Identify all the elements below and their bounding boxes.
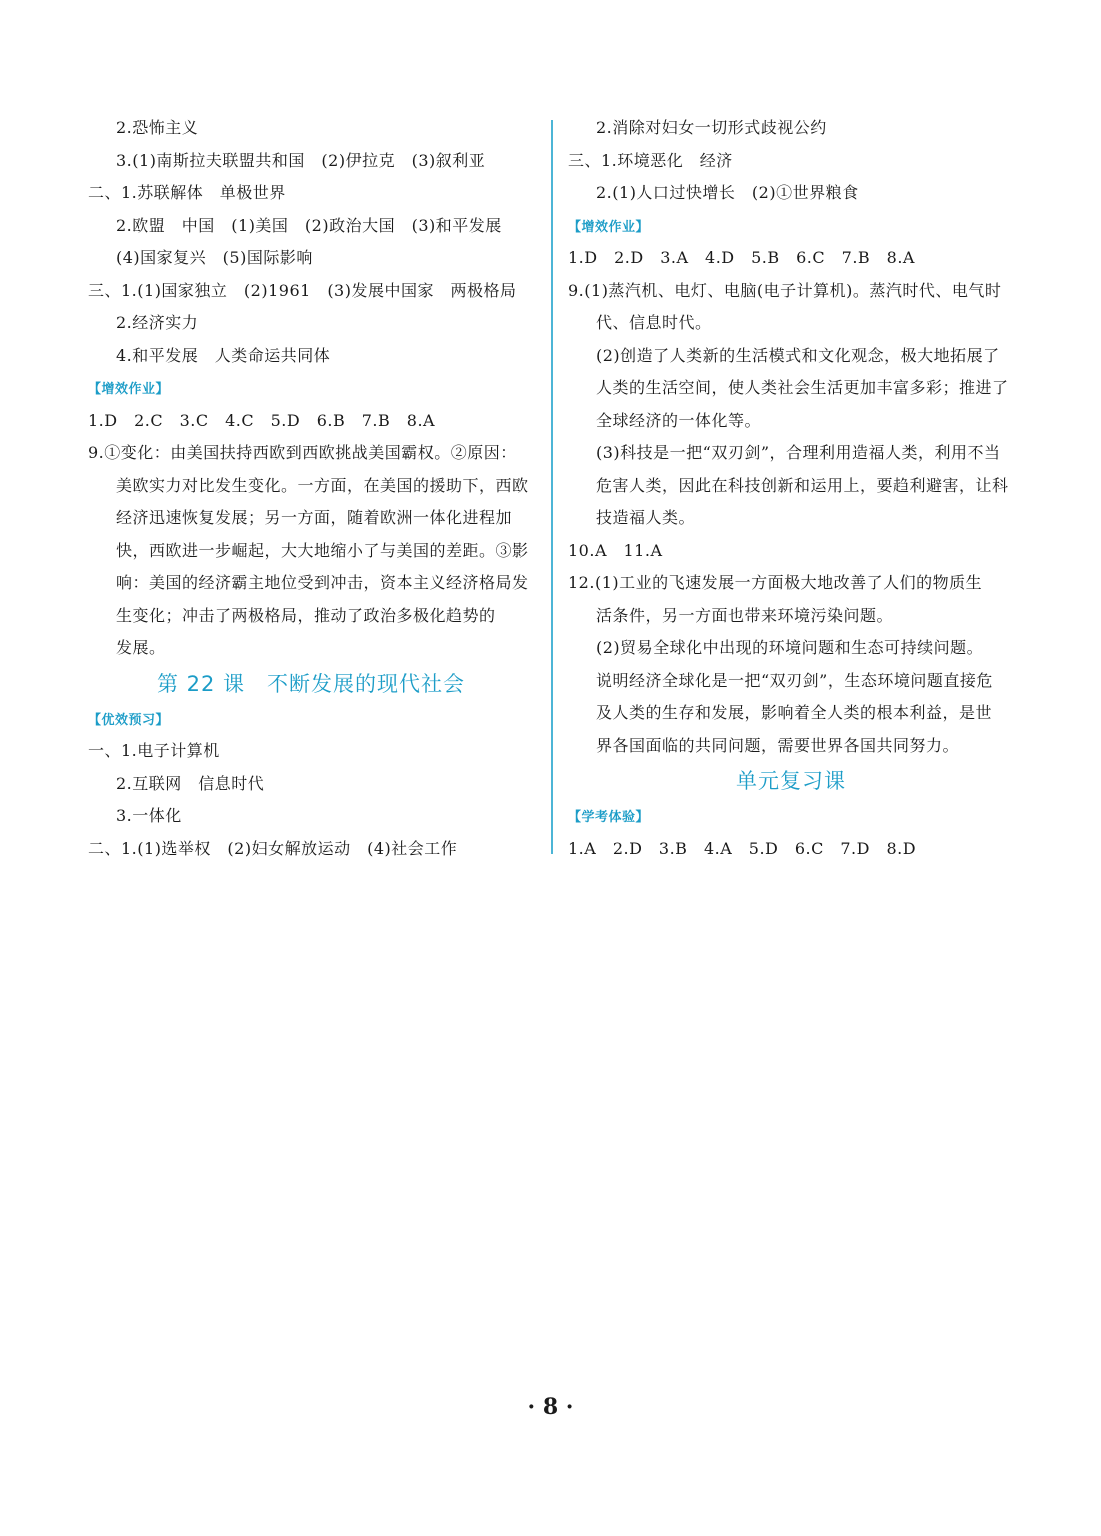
answer-line: 生变化；冲击了两极格局，推动了政治多极化趋势的: [116, 605, 496, 625]
answer-line: 界各国面临的共同问题，需要世界各国共同努力。: [596, 735, 960, 755]
answer-line: 1.D 2.D 3.A 4.D 5.B 6.C 7.B 8.A: [568, 248, 915, 267]
section-tag-label: 【优效预习】: [88, 712, 170, 728]
answer-line: 三、1.(1)国家独立 (2)1961 (3)发展中国家 两极格局: [88, 280, 517, 300]
answer-line: 说明经济全球化是一把“双刃剑”，生态环境问题直接危: [596, 670, 993, 690]
answer-line: 2.消除对妇女一切形式歧视公约: [596, 118, 827, 137]
answer-line: 3.一体化: [116, 806, 182, 825]
answer-line: 12.(1)工业的飞速发展一方面极大地改善了人们的物质生: [568, 573, 983, 592]
answer-line: 三、1.环境恶化 经济: [568, 150, 733, 170]
answer-line: 3.(1)南斯拉夫联盟共和国 (2)伊拉克 (3)叙利亚: [116, 150, 486, 170]
answer-line: (2)贸易全球化中出现的环境问题和生态可持续问题。: [596, 638, 984, 657]
answer-line: 4.和平发展 人类命运共同体: [116, 345, 331, 365]
page-number: · 8 ·: [527, 1394, 574, 1420]
answer-line: 2.经济实力: [116, 313, 199, 332]
left-column: [88, 112, 534, 865]
section-tag: [88, 372, 534, 405]
answer-line: 人类的生活空间，使人类社会生活更加丰富多彩；推进了: [596, 378, 1009, 397]
answer-line: 代、信息时代。: [596, 313, 712, 332]
answer-line: 及人类的生存和发展，影响着全人类的根本利益，是世: [596, 703, 993, 722]
answer-line: 二、1.(1)选举权 (2)妇女解放运动 (4)社会工作: [88, 838, 458, 858]
column-divider: [551, 120, 553, 854]
answer-line: (3)科技是一把“双刃剑”，合理利用造福人类，利用不当: [596, 443, 1001, 462]
answer-line: 快，西欧进一步崛起，大大地缩小了与美国的差距。③影: [116, 540, 529, 560]
answer-line: 技造福人类。: [596, 508, 696, 527]
answer-line: 1.D 2.C 3.C 4.C 5.D 6.B 7.B 8.A: [88, 410, 436, 430]
answer-line: (4)国家复兴 (5)国际影响: [116, 248, 313, 267]
section-tag: [568, 800, 1014, 833]
right-column: [568, 112, 1014, 865]
answer-line: 经济迅速恢复发展；另一方面，随着欧洲一体化进程加: [116, 508, 513, 527]
answer-line: 危害人类，因此在科技创新和运用上，要趋利避害，让科: [596, 475, 1009, 495]
answer-line: 发展。: [116, 638, 166, 657]
answer-line: 9.(1)蒸汽机、电灯、电脑(电子计算机)。蒸汽时代、电气时: [568, 280, 1002, 300]
answer-line: 2.互联网 信息时代: [116, 773, 265, 793]
answer-line: 2.欧盟 中国 (1)美国 (2)政治大国 (3)和平发展: [116, 215, 502, 235]
answer-line: 一、1.电子计算机: [88, 741, 220, 760]
section-tag: [568, 210, 1014, 243]
lesson-heading: 第 22 课 不断发展的现代社会: [156, 671, 466, 696]
answer-line: 响：美国的经济霸主地位受到冲击，资本主义经济格局发: [116, 573, 529, 592]
answer-line: 1.A 2.D 3.B 4.A 5.D 6.C 7.D 8.D: [568, 838, 917, 858]
answer-line: (2)创造了人类新的生活模式和文化观念，极大地拓展了: [596, 345, 1000, 365]
answer-line: 10.A 11.A: [568, 540, 663, 560]
answer-line: 二、1.苏联解体 单极世界: [88, 183, 286, 202]
answer-line: 美欧实力对比发生变化。一方面，在美国的援助下，西欧: [116, 475, 529, 495]
lesson-heading: 单元复习课: [736, 769, 846, 793]
answer-line: 全球经济的一体化等。: [596, 410, 762, 430]
answer-line: 2.(1)人口过快增长 (2)①世界粮食: [596, 183, 859, 202]
section-tag-label: 【学考体验】: [568, 810, 650, 825]
answer-line: 9.①变化：由美国扶持西欧到西欧挑战美国霸权。②原因：: [88, 443, 517, 462]
answer-line: 2.恐怖主义: [116, 118, 199, 137]
answer-line: 活条件，另一方面也带来环境污染问题。: [596, 605, 894, 625]
section-tag-label: 【增效作业】: [88, 382, 170, 397]
section-tag-label: 【增效作业】: [568, 219, 650, 235]
section-tag: [88, 703, 534, 736]
